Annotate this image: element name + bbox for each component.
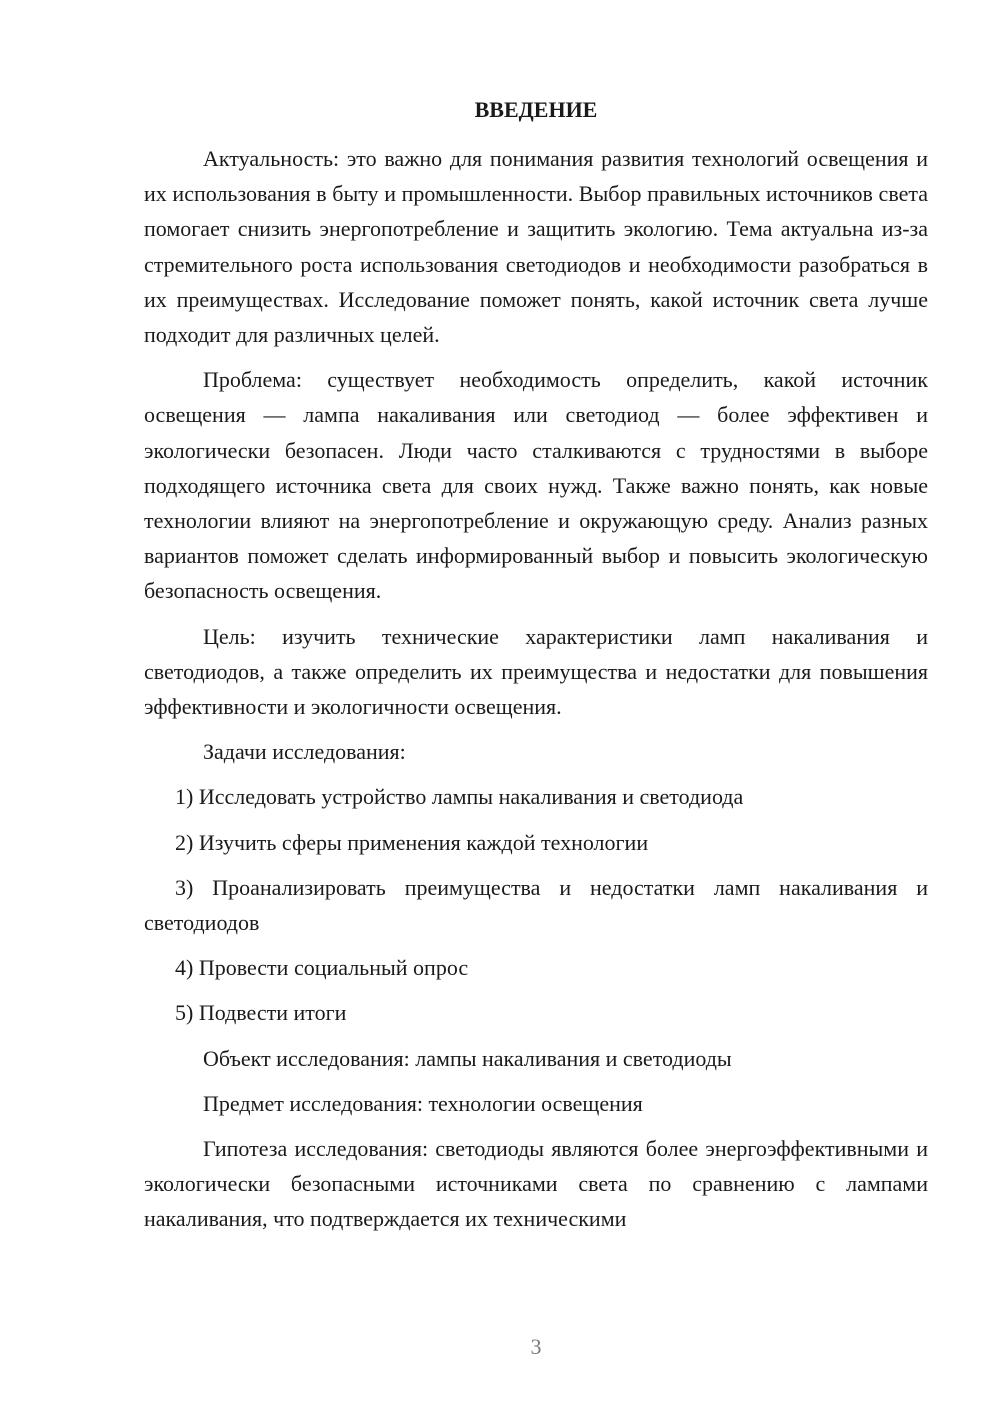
task-item-4: 4) Провести социальный опрос xyxy=(175,955,469,981)
task-item-5: 5) Подвести итоги xyxy=(175,1000,347,1026)
section-heading: ВВЕДЕНИЕ xyxy=(474,97,598,122)
page-number: 3 xyxy=(530,1334,542,1359)
subject-paragraph: Предмет исследования: технологии освещения xyxy=(203,1090,643,1116)
problem-paragraph: Проблема: существует необходимость определить, какой источник освещения — лампа накаливания или светодиод — более эффективен и экологически безопасен. Люди часто сталкиваются с трудностями в выборе подходящего источника света для своих нужд. Также важно понять, как новые технологии влияют на энергопотребление и окружающую среду. Анализ разных вариантов поможет сделать информированный выбор и повысить экологическую безопасность освещения. xyxy=(144,367,928,604)
task-item-3: 3) Проанализировать преимущества и недостатки ламп накаливания и светодиодов xyxy=(144,874,928,936)
actuality-paragraph: Актуальность: это важно для понимания развития технологий освещения и их использования в быту и промышленности. Выбор правильных источников света помогает снизить энергопотребление и защитить экологию. Тема актуальна из-за стремительного роста использования светодиодов и необходимости разобраться в их преимуществах. Исследование поможет понять, какой источник света лучше подходит для различных целей. xyxy=(144,146,928,348)
task-item-2: 2) Изучить сферы применения каждой технологии xyxy=(175,829,649,855)
goal-paragraph: Цель: изучить технические характеристики ламп накаливания и светодиодов, а также определить их преимущества и недостатки для повышения эффективности и экологичности освещения. xyxy=(144,623,928,720)
task-item-1: 1) Исследовать устройство лампы накаливания и светодиода xyxy=(175,784,744,810)
page-content xyxy=(144,92,928,1247)
object-paragraph: Объект исследования: лампы накаливания и светодиоды xyxy=(203,1045,732,1071)
tasks-heading: Задачи исследования: xyxy=(203,739,406,765)
hypothesis-paragraph: Гипотеза исследования: светодиоды являются более энергоэффективными и экологически безопасными источниками света по сравнению с лампами накаливания, что подтверждается их техническими xyxy=(144,1136,928,1232)
